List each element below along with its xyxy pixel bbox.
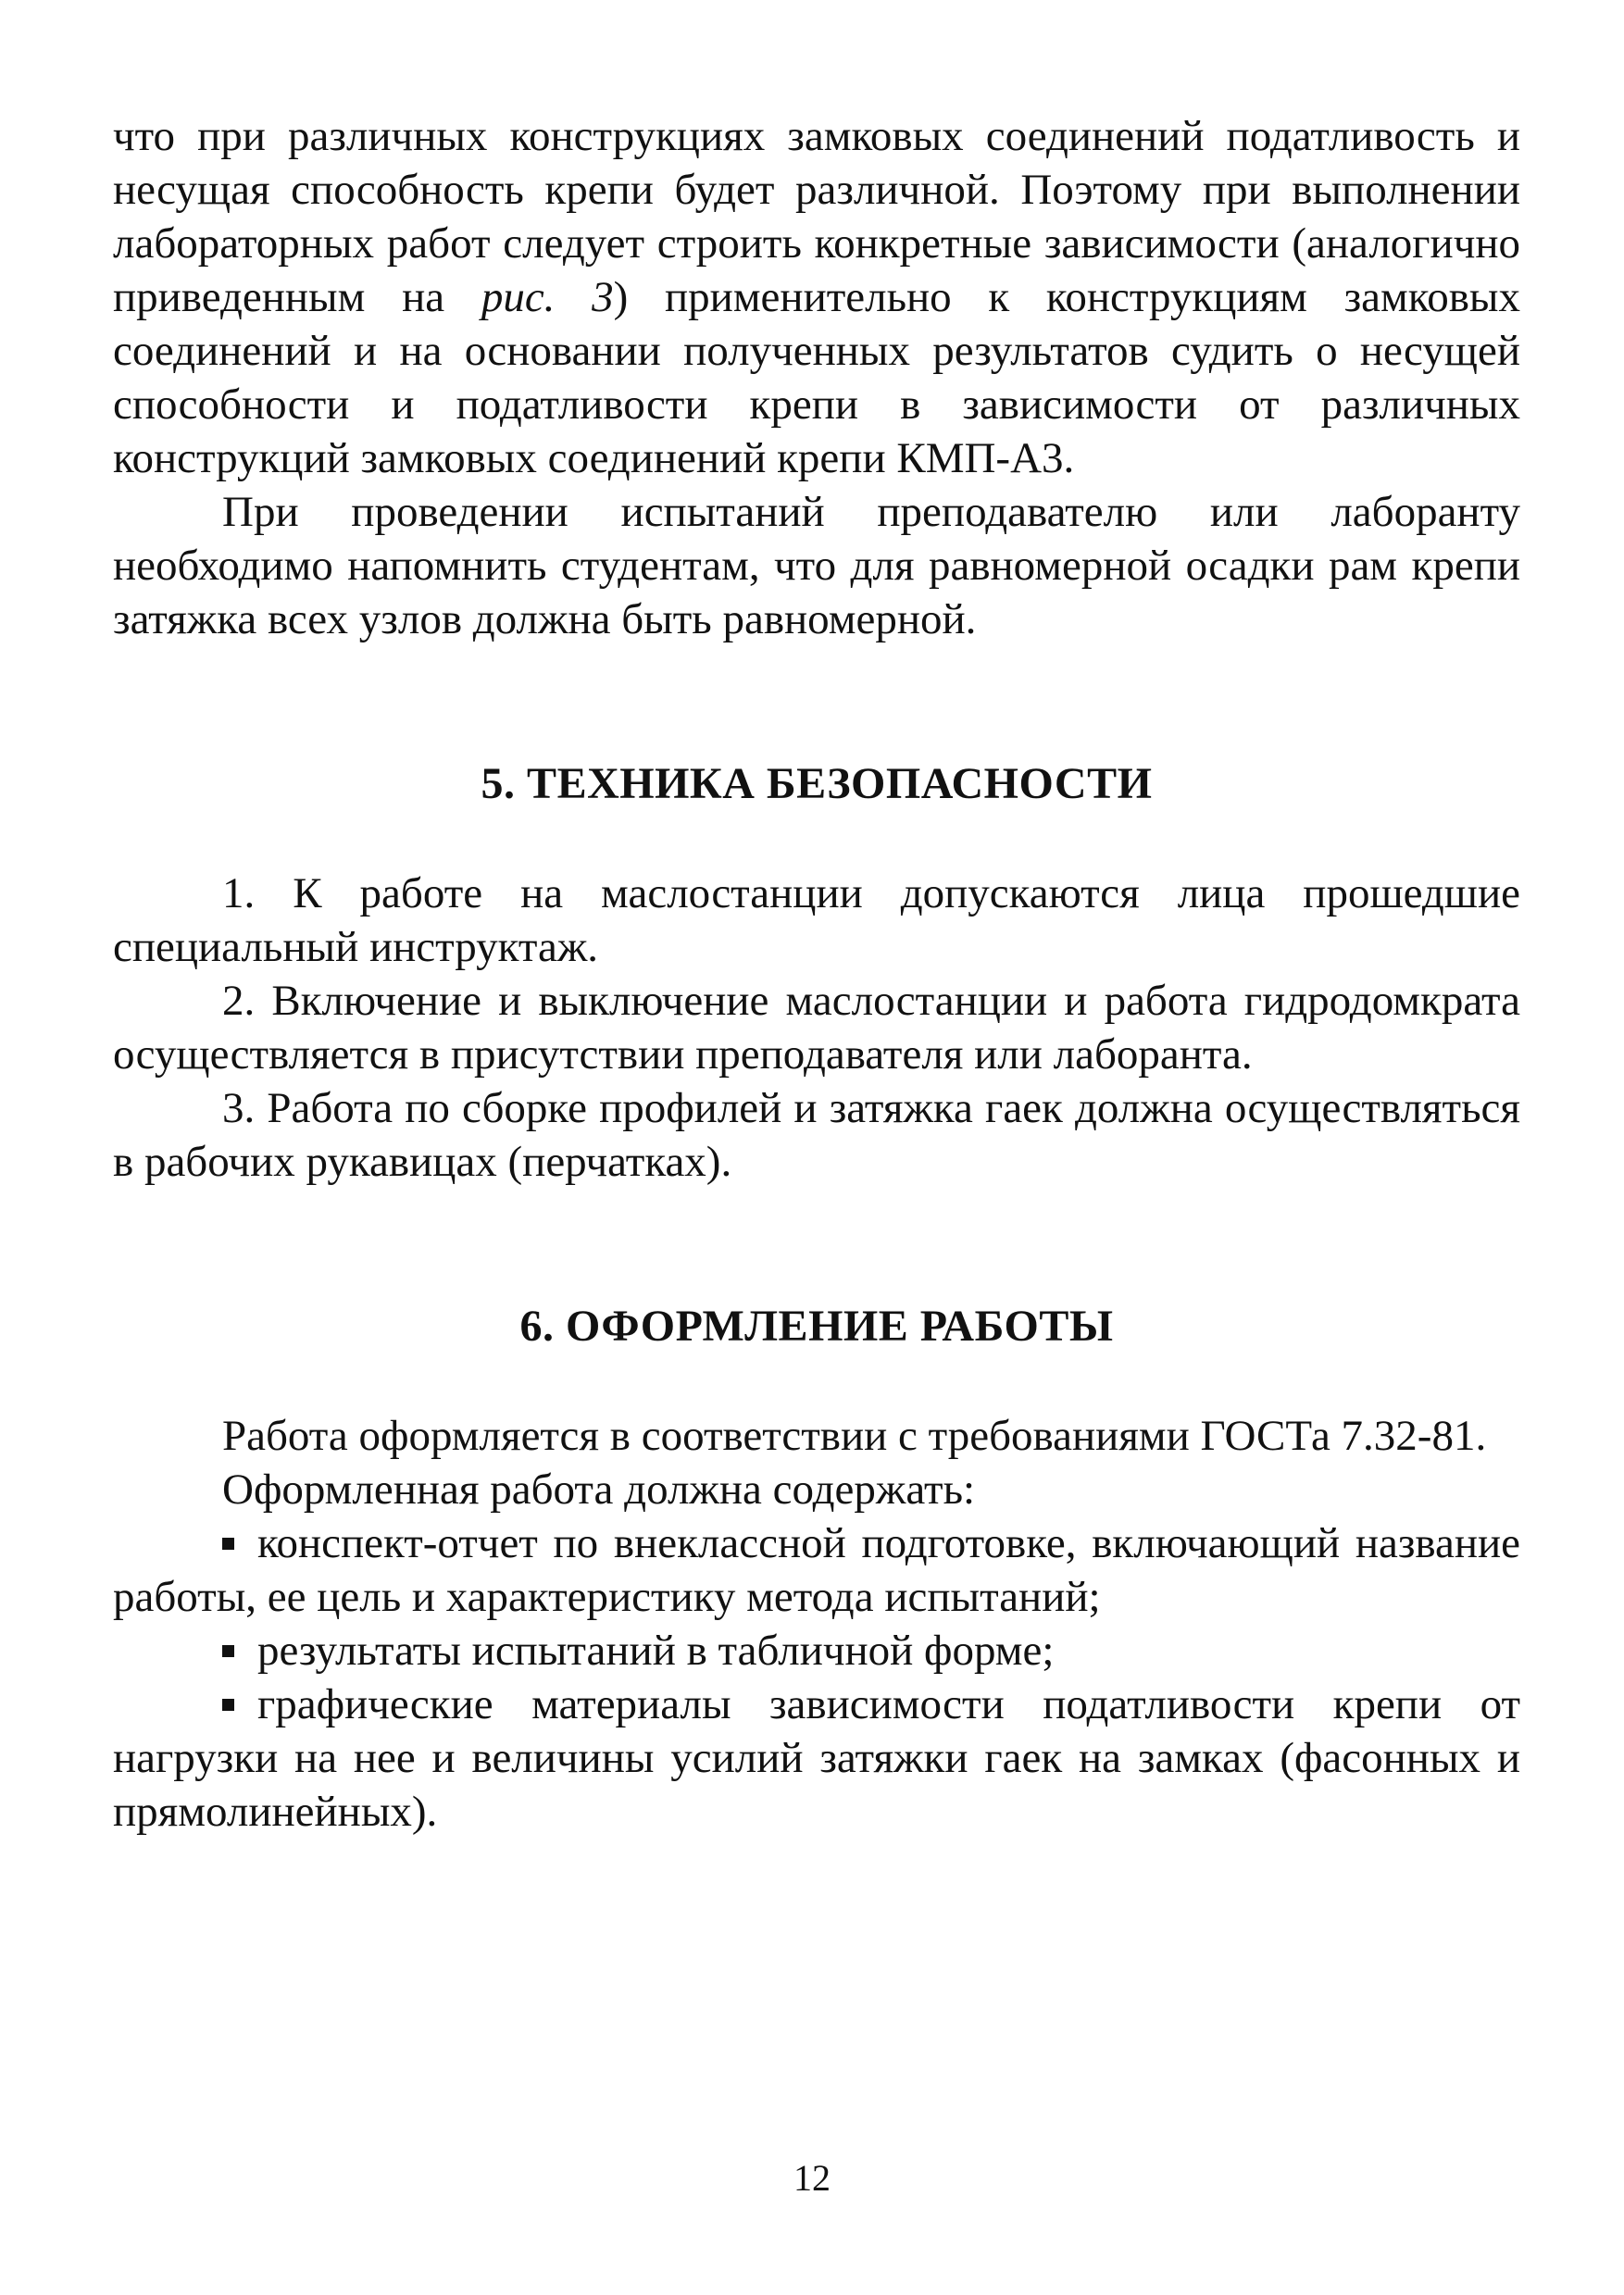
section-6-heading: 6. ОФОРМЛЕНИЕ РАБОТЫ (519, 1302, 1114, 1351)
safety-item-2: 2. Включение и выключение маслостанции и работа гидродомкрата осуществляется в присутствии преподавателя или лаборанта. (113, 977, 1520, 1079)
safety-item-3: 3. Работа по сборке профилей и затяжка гаек должна осуществляться в рабочих рукавицах (перчатках). (113, 1084, 1520, 1186)
list-item (113, 1624, 1520, 1678)
list-item-text: конспект-отчет по внеклассной подготовке, включающий название работы, ее цель и характеристику метода испытаний; (113, 1519, 1520, 1621)
intro-text-b: ) применительно к конструкциям замковых соединений и на основании полученных результатов судить о несущей способности и податливости крепи в зависимости от различных конструкций замковых соединений крепи КМП-А3. (113, 273, 1520, 482)
report-paragraph-2: Оформленная работа должна содержать: (222, 1466, 976, 1514)
square-bullet-icon (222, 1699, 234, 1711)
square-bullet-icon (222, 1645, 234, 1657)
intro-text-a: что при различных конструкциях замковых соединений податливость и несущая способность крепи будет различной. Поэтому при выполнении лабораторных работ следует строить конкретные зависимости (аналогично приведенным на (113, 112, 1520, 321)
list-item (113, 1678, 1520, 1839)
safety-item-1: 1. К работе на маслостанции допускаются лица прошедшие специальный инструктаж. (113, 869, 1520, 971)
section-5-heading: 5. ТЕХНИКА БЕЗОПАСНОСТИ (481, 759, 1153, 808)
list-item (113, 1516, 1520, 1624)
figure-reference: рис. 3 (481, 273, 614, 321)
list-item-text: результаты испытаний в табличной форме; (257, 1627, 1055, 1675)
document-page (113, 109, 1520, 1839)
page-number: 12 (793, 2157, 831, 2199)
paragraph-intro-1 (113, 109, 1520, 485)
report-paragraph-1: Работа оформляется в соответствии с требованиями ГОСТа 7.32-81. (222, 1412, 1487, 1460)
paragraph-intro-2: При проведении испытаний преподавателю или лаборанту необходимо напомнить студентам, что для равномерной осадки рам крепи затяжка всех узлов должна быть равномерной. (113, 488, 1520, 643)
square-bullet-icon (222, 1538, 234, 1550)
list-item-text: графические материалы зависимости податливости крепи от нагрузки на нее и величины усилий затяжки гаек на замках (фасонных и прямолинейных). (113, 1680, 1520, 1836)
